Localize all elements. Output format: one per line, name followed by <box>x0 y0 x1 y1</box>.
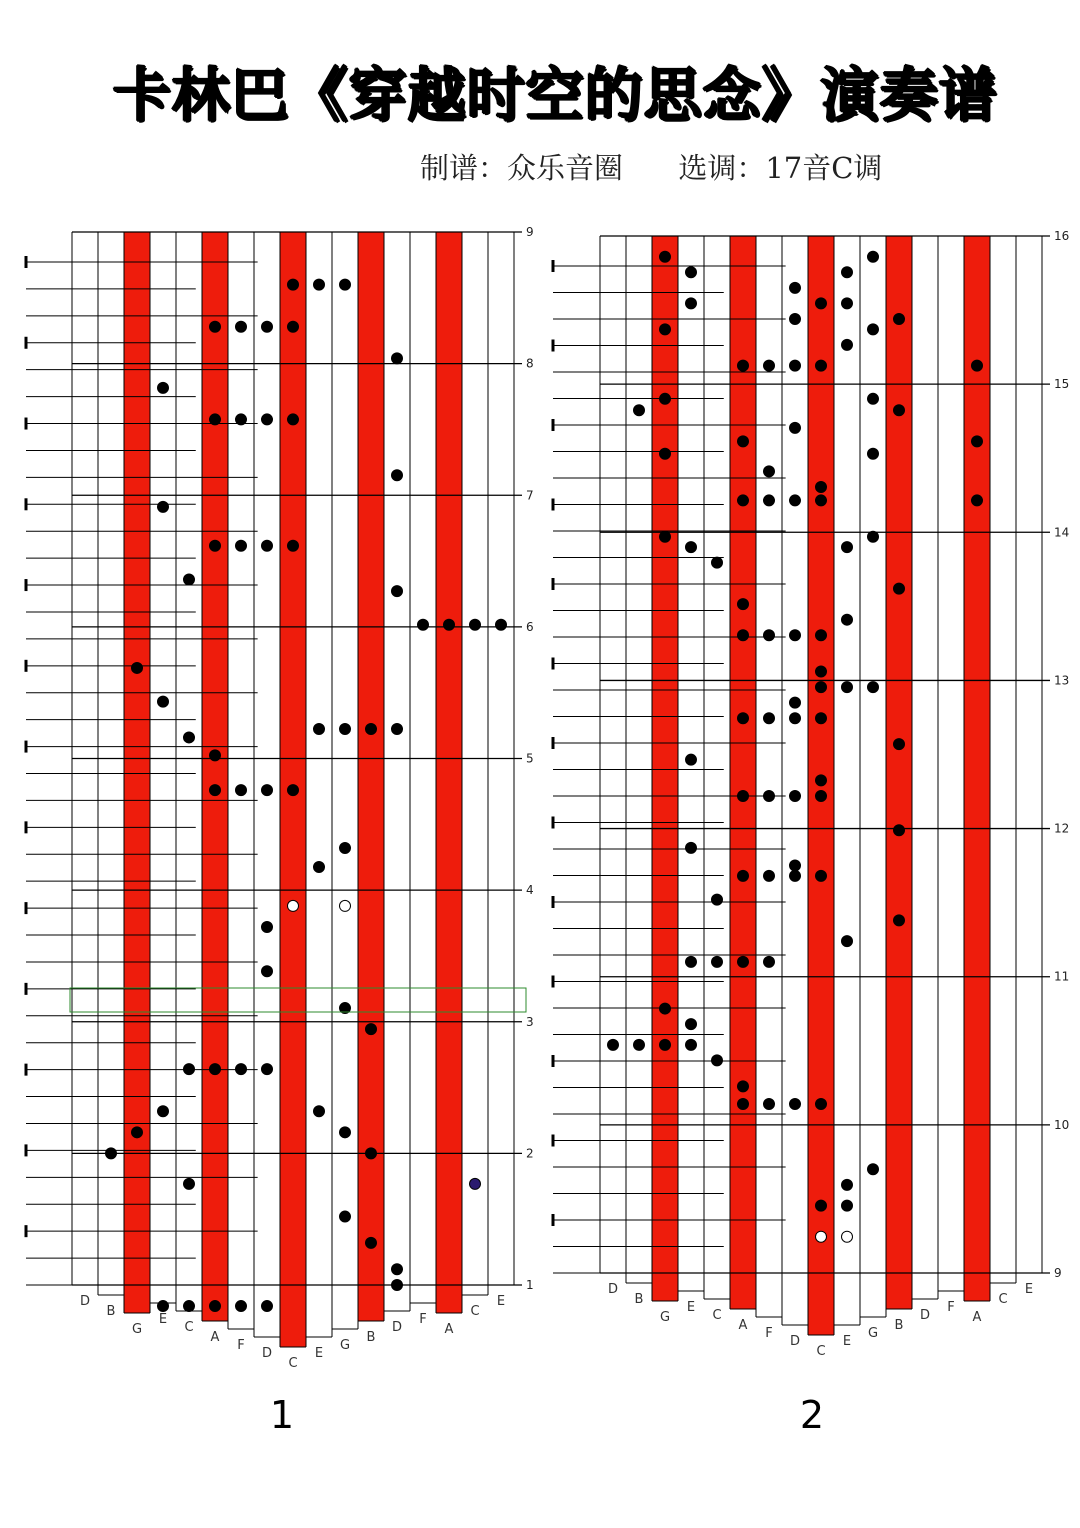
measure-number: 16 <box>1054 229 1070 243</box>
tine-label: B <box>366 1330 376 1345</box>
note-dot <box>764 790 775 801</box>
tine-label: A <box>210 1330 220 1345</box>
note-dot <box>712 1055 723 1066</box>
note-dot <box>842 298 853 309</box>
tine-label: C <box>998 1292 1008 1307</box>
note-dot <box>842 339 853 350</box>
note-dot <box>790 313 801 324</box>
note-dot <box>764 466 775 477</box>
note-dot <box>660 448 671 459</box>
note-dot <box>790 495 801 506</box>
note-dot <box>340 724 351 735</box>
measure-number: 9 <box>526 225 534 239</box>
measure-number: 1 <box>526 1278 534 1292</box>
note-dot <box>790 697 801 708</box>
measure-number: 4 <box>526 883 534 898</box>
note-dot <box>262 540 273 551</box>
tine-label: D <box>789 1334 801 1349</box>
note-dot <box>738 956 749 967</box>
tine-label: C <box>184 1320 194 1335</box>
note-dot <box>764 870 775 881</box>
measure-number: 9 <box>1054 1266 1062 1280</box>
note-dot <box>972 495 983 506</box>
tine-label: E <box>496 1294 506 1309</box>
note-dot <box>262 966 273 977</box>
note-dot <box>686 267 697 278</box>
note-dot <box>158 382 169 393</box>
tine-label: D <box>79 1294 91 1309</box>
note-dot <box>894 739 905 750</box>
note-dot <box>184 1301 195 1312</box>
note-dot <box>366 1024 377 1035</box>
tine-label: E <box>314 1346 324 1361</box>
note-dot <box>712 894 723 905</box>
note-dot <box>816 1200 827 1211</box>
note-dot <box>816 870 827 881</box>
note-dot <box>868 682 879 693</box>
note-dot <box>738 713 749 724</box>
note-dot <box>686 956 697 967</box>
note-dot <box>470 1178 481 1189</box>
measure-number: 2 <box>526 1146 534 1161</box>
note-dot <box>738 360 749 371</box>
note-dot <box>816 481 827 492</box>
note-dot <box>340 1127 351 1138</box>
note-dot <box>712 956 723 967</box>
note-dot <box>210 750 221 761</box>
measure-number: 10 <box>1054 1117 1070 1132</box>
tine-label: F <box>237 1338 245 1353</box>
note-dot <box>894 405 905 416</box>
note-dot <box>894 583 905 594</box>
note-dot <box>868 251 879 262</box>
note-dot <box>288 540 299 551</box>
note-dot <box>894 915 905 926</box>
note-dot <box>210 1301 221 1312</box>
note-dot <box>816 1231 827 1242</box>
accent-tine <box>886 236 912 1309</box>
note-dot <box>972 436 983 447</box>
note-dot <box>660 251 671 262</box>
note-dot <box>842 1200 853 1211</box>
note-dot <box>184 1064 195 1075</box>
note-dot <box>816 630 827 641</box>
note-dot <box>634 405 645 416</box>
note-dot <box>738 436 749 447</box>
note-dot <box>392 1264 403 1275</box>
note-dot <box>738 870 749 881</box>
measure-number: 6 <box>526 619 534 634</box>
note-dot <box>764 956 775 967</box>
note-dot <box>790 360 801 371</box>
note-dot <box>660 1003 671 1014</box>
note-dot <box>184 1178 195 1189</box>
note-dot <box>764 495 775 506</box>
note-dot <box>764 360 775 371</box>
note-dot <box>842 542 853 553</box>
note-dot <box>868 448 879 459</box>
note-dot <box>738 1098 749 1109</box>
tine-label: A <box>444 1322 454 1337</box>
note-dot <box>314 1106 325 1117</box>
note-dot <box>288 279 299 290</box>
note-dot <box>340 1211 351 1222</box>
measure-number: 5 <box>526 751 534 766</box>
note-dot <box>634 1039 645 1050</box>
tine-label: C <box>288 1356 298 1371</box>
note-dot <box>764 1098 775 1109</box>
tine-label: C <box>712 1308 722 1323</box>
note-dot <box>868 531 879 542</box>
measure-number: 3 <box>526 1014 534 1029</box>
note-dot <box>496 619 507 630</box>
note-dot <box>366 724 377 735</box>
note-dot <box>868 324 879 335</box>
arranger-credit: 制谱：众乐音圈 <box>420 151 624 185</box>
note-dot <box>790 713 801 724</box>
note-dot <box>470 619 481 630</box>
note-dot <box>184 574 195 585</box>
tine-label: D <box>607 1282 619 1297</box>
tine-label: A <box>972 1310 982 1325</box>
note-dot <box>262 1301 273 1312</box>
note-dot <box>236 1301 247 1312</box>
note-dot <box>158 501 169 512</box>
note-dot <box>444 619 455 630</box>
measure-number: 14 <box>1054 525 1070 540</box>
note-dot <box>686 542 697 553</box>
note-dot <box>972 360 983 371</box>
note-dot <box>288 321 299 332</box>
note-dot <box>262 1064 273 1075</box>
accent-tine <box>730 236 756 1309</box>
note-dot <box>236 321 247 332</box>
tine-label: D <box>391 1320 403 1335</box>
note-dot <box>790 860 801 871</box>
note-dot <box>262 921 273 932</box>
note-dot <box>210 1064 221 1075</box>
key-info: 选调：17音C调 <box>678 151 883 185</box>
note-dot <box>236 540 247 551</box>
note-dot <box>392 353 403 364</box>
note-dot <box>340 843 351 854</box>
tine-label: G <box>339 1338 351 1353</box>
note-dot <box>868 1164 879 1175</box>
note-dot <box>738 1081 749 1092</box>
tine-label: G <box>867 1326 879 1341</box>
note-dot <box>262 785 273 796</box>
note-dot <box>816 790 827 801</box>
note-dot <box>816 1098 827 1109</box>
note-dot <box>686 1039 697 1050</box>
note-dot <box>816 666 827 677</box>
note-dot <box>686 754 697 765</box>
note-dot <box>894 825 905 836</box>
note-dot <box>816 495 827 506</box>
note-dot <box>106 1148 117 1159</box>
note-dot <box>790 630 801 641</box>
tine-label: E <box>686 1300 696 1315</box>
measure-number: 12 <box>1054 821 1070 836</box>
tine-label: G <box>659 1310 671 1325</box>
note-dot <box>132 1127 143 1138</box>
note-dot <box>210 321 221 332</box>
note-dot <box>842 1179 853 1190</box>
note-dot <box>132 662 143 673</box>
note-dot <box>392 724 403 735</box>
note-dot <box>842 267 853 278</box>
note-dot <box>210 785 221 796</box>
note-dot <box>340 279 351 290</box>
note-dot <box>184 732 195 743</box>
note-dot <box>236 785 247 796</box>
note-dot <box>392 586 403 597</box>
note-dot <box>158 1106 169 1117</box>
tine-label: E <box>842 1334 852 1349</box>
tine-label: D <box>261 1346 273 1361</box>
note-dot <box>842 1231 853 1242</box>
note-dot <box>790 282 801 293</box>
note-dot <box>816 360 827 371</box>
accent-tine <box>436 232 462 1313</box>
tine-label: G <box>131 1322 143 1337</box>
note-dot <box>210 414 221 425</box>
note-dot <box>686 298 697 309</box>
sheet-title: 卡林巴《穿越时空的思念》演奏谱 <box>112 61 998 129</box>
note-dot <box>366 1237 377 1248</box>
note-dot <box>738 790 749 801</box>
note-dot <box>236 414 247 425</box>
note-dot <box>418 619 429 630</box>
note-dot <box>790 1098 801 1109</box>
tine-label: E <box>1024 1282 1034 1297</box>
page-number: 1 <box>269 1393 295 1437</box>
note-dot <box>790 790 801 801</box>
page-number: 2 <box>799 1393 825 1437</box>
measure-number: 13 <box>1054 673 1070 688</box>
tine-label: B <box>894 1318 904 1333</box>
note-dot <box>660 324 671 335</box>
measure-number: 11 <box>1054 969 1070 984</box>
measure-number: 8 <box>526 356 534 371</box>
tine-label: B <box>634 1292 644 1307</box>
note-dot <box>210 540 221 551</box>
note-dot <box>712 557 723 568</box>
tine-label: C <box>816 1344 826 1359</box>
tine-label: A <box>738 1318 748 1333</box>
note-dot <box>314 724 325 735</box>
note-dot <box>158 696 169 707</box>
note-dot <box>816 298 827 309</box>
note-dot <box>288 900 299 911</box>
note-dot <box>158 1301 169 1312</box>
note-dot <box>660 393 671 404</box>
note-dot <box>288 414 299 425</box>
note-dot <box>340 900 351 911</box>
note-dot <box>314 279 325 290</box>
note-dot <box>392 470 403 481</box>
note-dot <box>236 1064 247 1075</box>
note-dot <box>660 1039 671 1050</box>
note-dot <box>842 682 853 693</box>
note-dot <box>790 422 801 433</box>
accent-tine <box>964 236 990 1301</box>
note-dot <box>608 1039 619 1050</box>
note-dot <box>816 775 827 786</box>
note-dot <box>842 614 853 625</box>
note-dot <box>314 861 325 872</box>
accent-tine <box>202 232 228 1321</box>
tine-label: E <box>158 1312 168 1327</box>
note-dot <box>686 842 697 853</box>
note-dot <box>660 531 671 542</box>
note-dot <box>262 321 273 332</box>
note-dot <box>816 713 827 724</box>
note-dot <box>738 495 749 506</box>
tine-label: B <box>106 1304 116 1319</box>
note-dot <box>868 393 879 404</box>
tine-label: F <box>765 1326 773 1341</box>
note-dot <box>764 713 775 724</box>
note-dot <box>738 630 749 641</box>
tine-label: D <box>919 1308 931 1323</box>
note-dot <box>366 1148 377 1159</box>
tine-label: F <box>947 1300 955 1315</box>
note-dot <box>392 1280 403 1291</box>
note-dot <box>764 630 775 641</box>
note-dot <box>790 870 801 881</box>
tine-label: C <box>470 1304 480 1319</box>
note-dot <box>288 785 299 796</box>
measure-number: 15 <box>1054 377 1070 392</box>
note-dot <box>816 682 827 693</box>
note-dot <box>262 414 273 425</box>
tine-label: F <box>419 1312 427 1327</box>
note-dot <box>842 936 853 947</box>
measure-number: 7 <box>526 488 534 503</box>
note-dot <box>686 1019 697 1030</box>
note-dot <box>894 313 905 324</box>
note-dot <box>738 599 749 610</box>
